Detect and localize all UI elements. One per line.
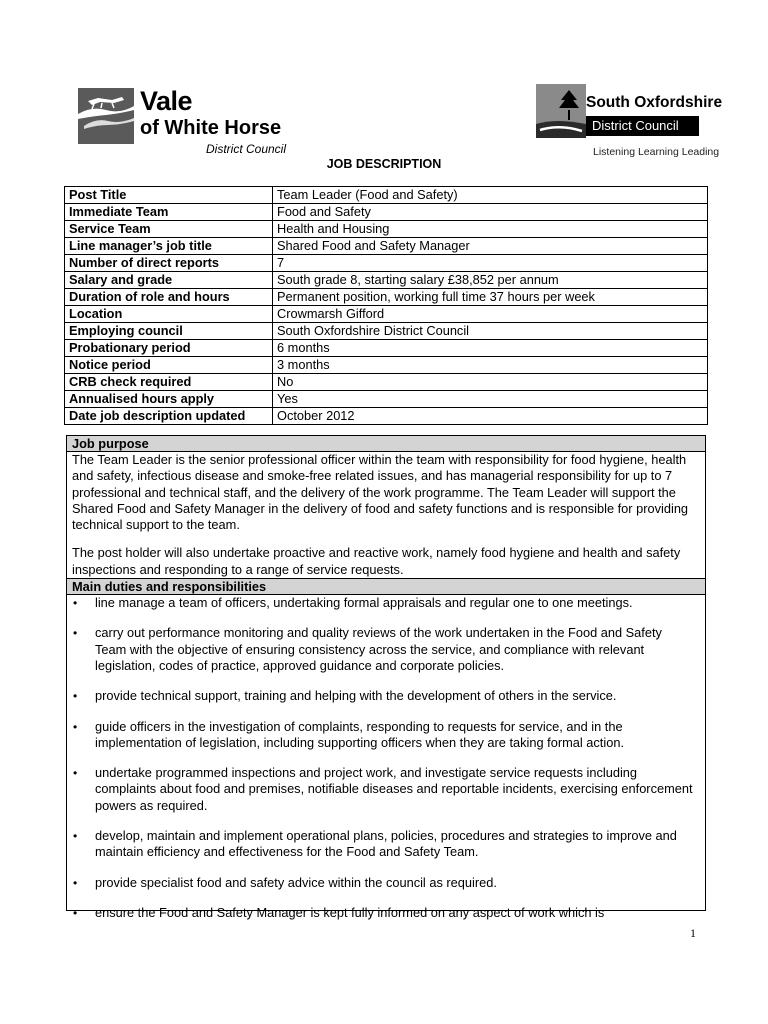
job-info-row [65, 357, 708, 374]
south-oxfordshire-logo-council: District Council [586, 116, 699, 136]
duty-item [67, 688, 705, 704]
duty-text: develop, maintain and implement operational plans, policies, procedures and strategies to improve and maintain efficiency and effectiveness for the Food and Safety Team. [95, 828, 677, 860]
job-info-row [65, 187, 708, 204]
job-info-value: Health and Housing [273, 221, 708, 238]
main-duties-heading: Main duties and responsibilities [67, 578, 705, 595]
bullet-icon: • [73, 719, 78, 734]
job-info-value: Yes [273, 391, 708, 408]
job-purpose-box [66, 435, 706, 920]
vale-logo-name: Vale [140, 86, 193, 116]
job-info-row [65, 255, 708, 272]
duty-item [67, 595, 705, 611]
bullet-icon: • [73, 689, 78, 704]
document-title-text: JOB DESCRIPTION [326, 157, 442, 171]
duty-text: line manage a team of officers, undertaking formal appraisals and regular one to one meetings. [95, 595, 633, 611]
document-title [0, 156, 768, 172]
job-info-row [65, 374, 708, 391]
job-info-row [65, 204, 708, 221]
white-horse-emblem-icon [78, 88, 134, 144]
job-info-value: Crowmarsh Gifford [273, 306, 708, 323]
job-info-value: Shared Food and Safety Manager [273, 238, 708, 255]
job-info-row [65, 238, 708, 255]
vale-logo-name-line2: of White Horse [140, 117, 282, 139]
job-info-row [65, 391, 708, 408]
bullet-icon: • [73, 766, 78, 781]
vale-logo-subtitle: District Council [206, 142, 287, 156]
job-info-value: South Oxfordshire District Council [273, 323, 708, 340]
duty-text: guide officers in the investigation of complaints, responding to requests for service, and in the implementation of legislation, including supporting officers when they are taking formal action. [95, 718, 624, 750]
job-info-key: Annualised hours apply [65, 391, 273, 408]
job-info-key: CRB check required [65, 374, 273, 391]
job-info-row [65, 306, 708, 323]
main-duties-list [67, 595, 705, 921]
duty-text: provide specialist food and safety advice within the council as required. [95, 874, 497, 890]
vale-of-white-horse-logo [78, 88, 308, 158]
job-purpose-paragraph: The post holder will also undertake proactive and reactive work, namely food hygiene and health and safety inspections and responding to a range of service requests. [72, 545, 681, 577]
job-info-key: Probationary period [65, 340, 273, 357]
job-info-key: Immediate Team [65, 204, 273, 221]
job-info-key: Number of direct reports [65, 255, 273, 272]
job-info-row [65, 272, 708, 289]
duty-text: undertake programmed inspections and project work, and investigate service requests including complaints about food and premises, notifiable diseases and reportable incidents, exercising enforcement powers as required. [95, 765, 693, 813]
south-oxfordshire-tagline: Listening Learning Leading [593, 146, 720, 158]
bullet-icon: • [73, 626, 78, 641]
job-info-key: Service Team [65, 221, 273, 238]
bullet-icon: • [73, 905, 78, 920]
bullet-icon: • [73, 875, 78, 890]
job-info-value: No [273, 374, 708, 391]
job-info-value: October 2012 [273, 408, 708, 425]
job-info-row [65, 340, 708, 357]
job-info-key: Employing council [65, 323, 273, 340]
duty-text: carry out performance monitoring and quality reviews of the work undertaken in the Food and Safety Team with the objective of ensuring consistency across the service, and compliance with relevant legislation, codes of practice, approved guidance and corporate policies. [95, 625, 662, 673]
job-info-key: Line manager’s job title [65, 238, 273, 255]
job-info-value: 3 months [273, 357, 708, 374]
duty-text: ensure the Food and Safety Manager is kept fully informed on any aspect of work which is [95, 904, 605, 920]
job-info-key: Post Title [65, 187, 273, 204]
job-info-row [65, 323, 708, 340]
job-info-table [64, 186, 708, 425]
job-info-table-body [65, 187, 708, 425]
duty-item [67, 765, 705, 814]
bullet-icon: • [73, 596, 78, 611]
job-info-row [65, 221, 708, 238]
job-info-value: Team Leader (Food and Safety) [273, 187, 708, 204]
job-purpose-paragraph: The Team Leader is the senior professional officer within the team with responsibility for food hygiene, health and safety, infectious disease and smoke-free related issues, and has managerial responsibility for up to 7 professional and technical staff, and the delivery of the work programme. The Team Leader will support the Shared Food and Safety Manager in the delivery of food and safety functions and is responsible for providing technical support to the team. [72, 452, 689, 533]
bullet-icon: • [73, 829, 78, 844]
job-info-value: 6 months [273, 340, 708, 357]
duty-item [67, 625, 705, 674]
job-info-key: Date job description updated [65, 408, 273, 425]
job-purpose-heading: Job purpose [67, 436, 705, 452]
job-info-key: Location [65, 306, 273, 323]
job-info-key: Duration of role and hours [65, 289, 273, 306]
job-info-key: Salary and grade [65, 272, 273, 289]
job-info-value: Food and Safety [273, 204, 708, 221]
duty-item [67, 719, 705, 752]
duty-item [67, 905, 705, 921]
job-info-key: Notice period [65, 357, 273, 374]
page-number: 1 [690, 926, 696, 940]
tree-river-emblem-icon [536, 84, 586, 138]
job-info-value: South grade 8, starting salary £38,852 per annum [273, 272, 708, 289]
south-oxfordshire-logo [536, 84, 723, 164]
duty-text: provide technical support, training and helping with the development of others in the service. [95, 688, 617, 704]
south-oxfordshire-logo-name: South Oxfordshire [586, 94, 723, 111]
duty-item [67, 828, 705, 861]
job-info-row [65, 408, 708, 425]
duty-item [67, 875, 705, 891]
job-info-value: Permanent position, working full time 37 hours per week [273, 289, 708, 306]
job-purpose-text [67, 452, 705, 578]
job-info-value: 7 [273, 255, 708, 272]
job-info-row [65, 289, 708, 306]
